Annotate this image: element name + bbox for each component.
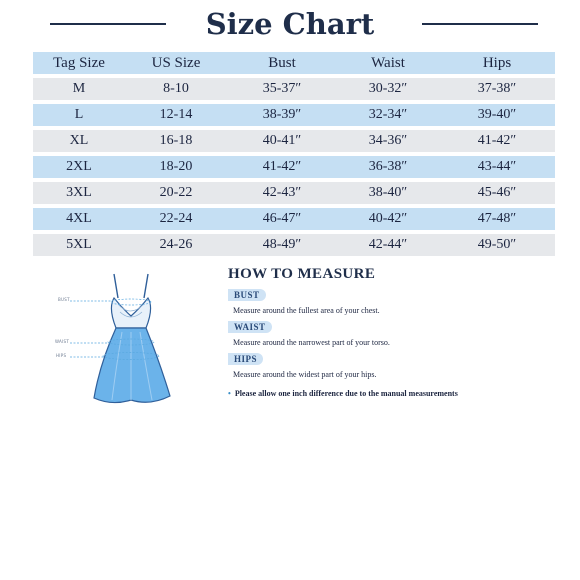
cell-waist: 42-44″	[337, 234, 439, 256]
measure-desc-waist: Measure around the narrowest part of your torso.	[233, 338, 390, 347]
measure-item-bust	[228, 283, 558, 315]
cell-us-size: 24-26	[125, 234, 227, 256]
measurement-note-text: Please allow one inch difference due to the manual measurements	[234, 389, 458, 398]
cell-bust: 42-43″	[227, 182, 337, 204]
cell-bust: 40-41″	[227, 130, 337, 152]
figure-label-waist: WAIST	[55, 339, 70, 344]
cell-us-size: 20-22	[125, 182, 227, 204]
figure-label-bust: BUST	[58, 297, 70, 302]
cell-tag-size: XL	[33, 130, 125, 152]
cell-waist: 38-40″	[337, 182, 439, 204]
cell-waist: 34-36″	[337, 130, 439, 152]
header-waist: Waist	[337, 52, 439, 74]
cell-tag-size: 2XL	[33, 156, 125, 178]
header-tag-size: Tag Size	[33, 52, 125, 74]
cell-hips: 39-40″	[439, 104, 555, 126]
cell-hips: 43-44″	[439, 156, 555, 178]
cell-waist: 40-42″	[337, 208, 439, 230]
measure-pill-hips: HIPS	[228, 353, 263, 365]
measure-desc-bust: Measure around the fullest area of your chest.	[233, 306, 380, 315]
cell-hips: 41-42″	[439, 130, 555, 152]
cell-waist: 32-34″	[337, 104, 439, 126]
table-row	[33, 234, 555, 256]
header-hips: Hips	[439, 52, 555, 74]
title-row	[0, 4, 580, 44]
cell-hips: 37-38″	[439, 78, 555, 100]
cell-tag-size: 5XL	[33, 234, 125, 256]
measure-item-waist	[228, 315, 558, 347]
cell-hips: 49-50″	[439, 234, 555, 256]
cell-hips: 45-46″	[439, 182, 555, 204]
cell-us-size: 18-20	[125, 156, 227, 178]
cell-bust: 46-47″	[227, 208, 337, 230]
bullet-dot-icon: •	[228, 389, 231, 398]
cell-tag-size: 4XL	[33, 208, 125, 230]
size-table	[33, 48, 555, 260]
table-row	[33, 156, 555, 178]
cell-bust: 35-37″	[227, 78, 337, 100]
measure-pill-bust: BUST	[228, 289, 266, 301]
measurement-note	[228, 389, 558, 398]
figure-label-hips: HIPS	[56, 353, 67, 358]
measure-item-hips	[228, 347, 558, 379]
cell-bust: 41-42″	[227, 156, 337, 178]
strap-lines	[114, 274, 148, 298]
table-row	[33, 182, 555, 204]
measure-desc-hips: Measure around the widest part of your hips.	[233, 370, 377, 379]
how-to-measure-section	[228, 266, 558, 398]
table-row	[33, 130, 555, 152]
cell-us-size: 12-14	[125, 104, 227, 126]
cell-us-size: 22-24	[125, 208, 227, 230]
cell-tag-size: M	[33, 78, 125, 100]
header-bust: Bust	[227, 52, 337, 74]
cell-tag-size: L	[33, 104, 125, 126]
size-table-header-row	[33, 52, 555, 74]
table-row	[33, 208, 555, 230]
cell-bust: 48-49″	[227, 234, 337, 256]
table-row	[33, 104, 555, 126]
header-us-size: US Size	[125, 52, 227, 74]
cell-waist: 30-32″	[337, 78, 439, 100]
cell-bust: 38-39″	[227, 104, 337, 126]
title-rule-right	[422, 23, 538, 25]
cell-hips: 47-48″	[439, 208, 555, 230]
table-row	[33, 78, 555, 100]
swimdress-illustration	[50, 268, 200, 418]
measure-pill-waist: WAIST	[228, 321, 272, 333]
cell-waist: 36-38″	[337, 156, 439, 178]
page-title: Size Chart	[205, 7, 375, 41]
cell-us-size: 16-18	[125, 130, 227, 152]
cell-us-size: 8-10	[125, 78, 227, 100]
bodice-shape	[111, 298, 150, 328]
cell-tag-size: 3XL	[33, 182, 125, 204]
how-to-measure-heading: HOW TO MEASURE	[228, 266, 376, 282]
dress-measurement-figure	[50, 268, 200, 418]
